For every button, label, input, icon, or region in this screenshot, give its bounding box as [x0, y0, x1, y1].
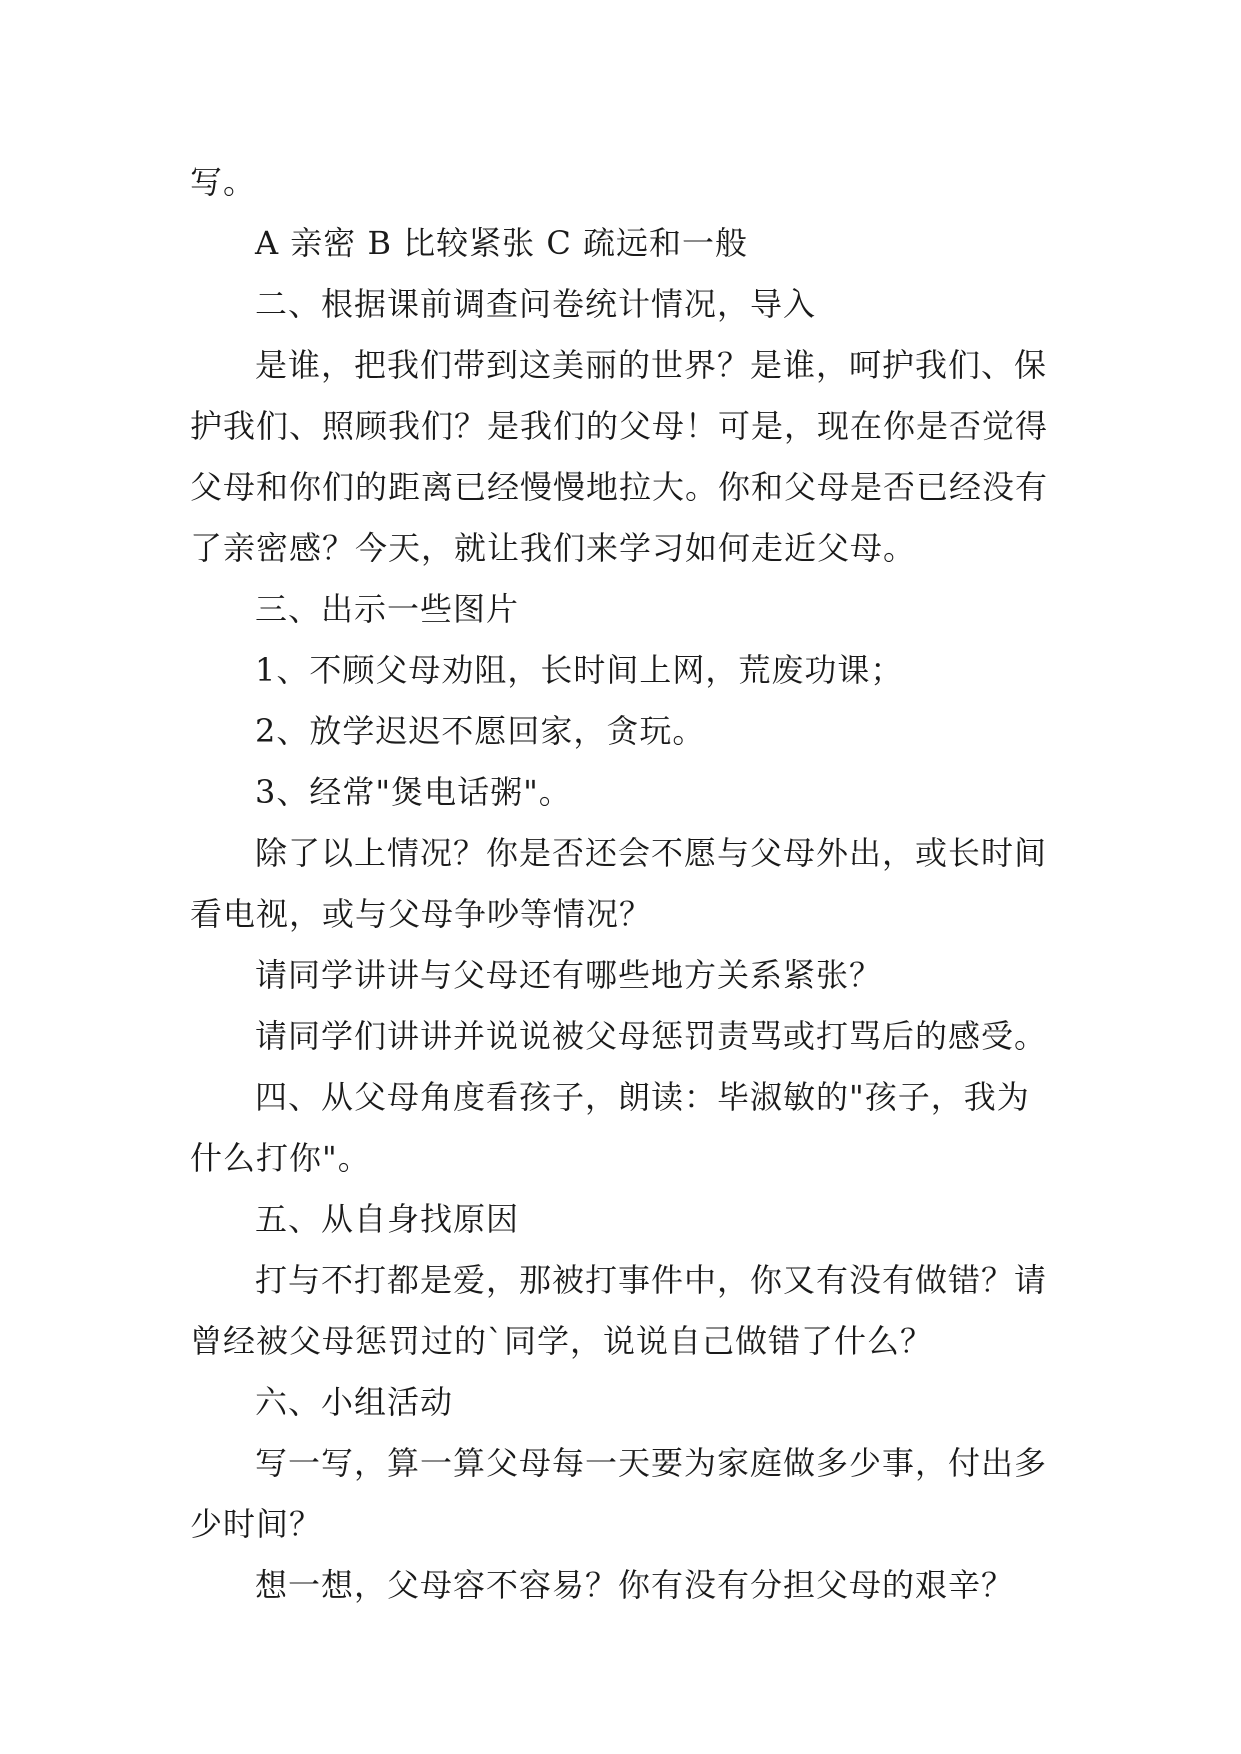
text-line: 写。 — [190, 163, 257, 201]
list-item: 1、不顾父母劝阻，长时间上网，荒废功课； — [255, 651, 904, 689]
section-heading: 三、出示一些图片 — [255, 590, 520, 628]
text-line: 曾经被父母惩罚过的`同学，说说自己做错了什么？ — [190, 1322, 934, 1360]
text-line: 了亲密感？今天，就让我们来学习如何走近父母。 — [190, 529, 917, 567]
text-line: 打与不打都是爱，那被打事件中，你又有没有做错？请 — [255, 1261, 1048, 1299]
text-line: 护我们、照顾我们？是我们的父母！可是，现在你是否觉得 — [190, 407, 1049, 445]
text-line: 想一想，父母容不容易？你有没有分担父母的艰辛？ — [255, 1566, 1015, 1604]
text-line: 写一写，算一算父母每一天要为家庭做多少事，付出多 — [255, 1444, 1048, 1482]
text-line: 父母和你们的距离已经慢慢地拉大。你和父母是否已经没有 — [190, 468, 1049, 506]
text-line: 看电视，或与父母争吵等情况？ — [190, 895, 653, 933]
text-line: 请同学讲讲与父母还有哪些地方关系紧张？ — [255, 956, 883, 994]
text-line: 请同学们讲讲并说说被父母惩罚责骂或打骂后的感受。 — [255, 1017, 1048, 1055]
text-line: 什么打你"。 — [190, 1139, 371, 1177]
section-heading: 二、根据课前调查问卷统计情况，导入 — [255, 285, 817, 323]
text-line: 除了以上情况？你是否还会不愿与父母外出，或长时间 — [255, 834, 1048, 872]
section-heading: 四、从父母角度看孩子，朗读：毕淑敏的"孩子，我为 — [255, 1078, 1030, 1116]
text-line: 是谁，把我们带到这美丽的世界？是谁，呵护我们、保 — [255, 346, 1048, 384]
text-line: 少时间？ — [190, 1505, 323, 1543]
section-heading: 五、从自身找原因 — [255, 1200, 520, 1238]
list-item: 3、经常"煲电话粥"。 — [255, 773, 572, 811]
list-item: 2、放学迟迟不愿回家，贪玩。 — [255, 712, 706, 750]
section-heading: 六、小组活动 — [255, 1383, 454, 1421]
text-line: A 亲密 B 比较紧张 C 疏远和一般 — [255, 224, 748, 262]
document-body — [190, 152, 1070, 1616]
